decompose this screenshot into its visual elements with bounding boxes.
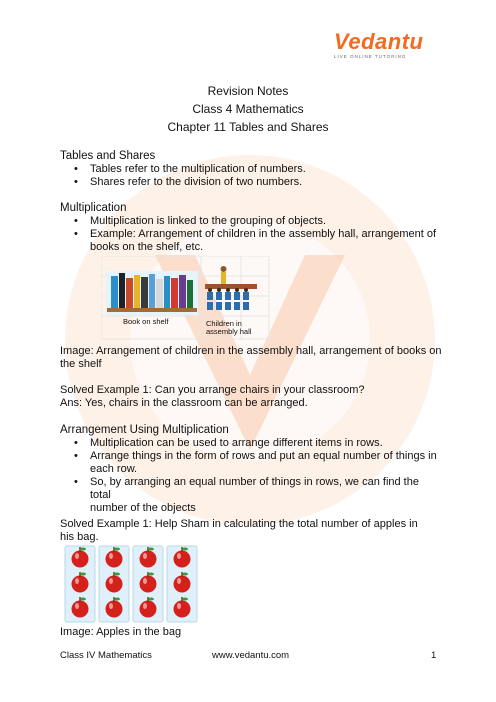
solved-example-question: Solved Example 1: Can you arrange chairs in your classroom?: [60, 384, 365, 396]
image-caption-apples: Image: Apples in the bag: [60, 626, 182, 638]
logo-wordmark: Vedantu: [334, 29, 424, 54]
books-on-shelf: [107, 273, 197, 312]
section-heading-tables-shares: Tables and Shares: [60, 150, 156, 162]
list-item-line: Arrange things in the form of rows and put an equal number of things in: [90, 450, 437, 462]
multiplication-list: [62, 215, 442, 254]
image-label-children-line2: assembly hall: [206, 327, 252, 336]
books-children-image: [101, 256, 270, 340]
solved-example-2-line2: his bag.: [60, 531, 99, 543]
list-item-line: number of the objects: [90, 502, 196, 514]
list-item-line: each row.: [90, 463, 138, 475]
image-caption-arrangement-line2: the shelf: [60, 358, 102, 370]
doc-title: Revision Notes: [207, 84, 289, 98]
list-item: [62, 450, 442, 476]
list-item-line: Example: Arrangement of children in the assembly hall, arrangement of: [90, 228, 437, 240]
footer-page-number: 1: [431, 650, 437, 661]
footer-website-link[interactable]: www.vedantu.com: [212, 650, 290, 661]
list-item: • Shares refer to the division of two numbers.: [62, 176, 442, 189]
solved-example-answer: Ans: Yes, chairs in the classroom can be arranged.: [60, 397, 308, 409]
list-item: • Multiplication is linked to the grouping of objects.: [62, 215, 442, 228]
tables-shares-list: [62, 163, 442, 189]
list-item: • Tables refer to the multiplication of numbers.: [62, 163, 442, 176]
image-caption-arrangement-line1: Image: Arrangement of children in the assembly hall, arrangement of books on: [60, 345, 442, 357]
vedantu-logo[interactable]: [334, 31, 444, 59]
doc-class: Class 4 Mathematics: [192, 102, 304, 116]
list-item: [62, 228, 442, 254]
apples-illustration: [63, 545, 201, 623]
section-heading-arrangement: Arrangement Using Multiplication: [60, 424, 229, 436]
footer-class-label: Class IV Mathematics: [60, 650, 152, 661]
list-item-line: books on the shelf, etc.: [90, 241, 204, 253]
list-item: [62, 476, 442, 515]
image-label-books: Book on shelf: [123, 317, 169, 326]
doc-chapter: Chapter 11 Tables and Shares: [167, 120, 329, 134]
children-assembly-hall: [205, 266, 257, 310]
section-heading-multiplication: Multiplication: [60, 202, 127, 214]
solved-example-2-line1: Solved Example 1: Help Sham in calculating the total number of apples in: [60, 518, 418, 530]
logo-tagline: LIVE ONLINE TUTORING: [334, 54, 407, 59]
list-item: • Multiplication can be used to arrange different items in rows.: [62, 437, 442, 450]
image-label-children-line1: Children in: [206, 319, 242, 328]
apples-in-bag-image: [63, 545, 201, 623]
arrangement-list: [62, 437, 442, 515]
list-item-line: So, by arranging an equal number of things in rows, we can find the total: [90, 476, 419, 501]
